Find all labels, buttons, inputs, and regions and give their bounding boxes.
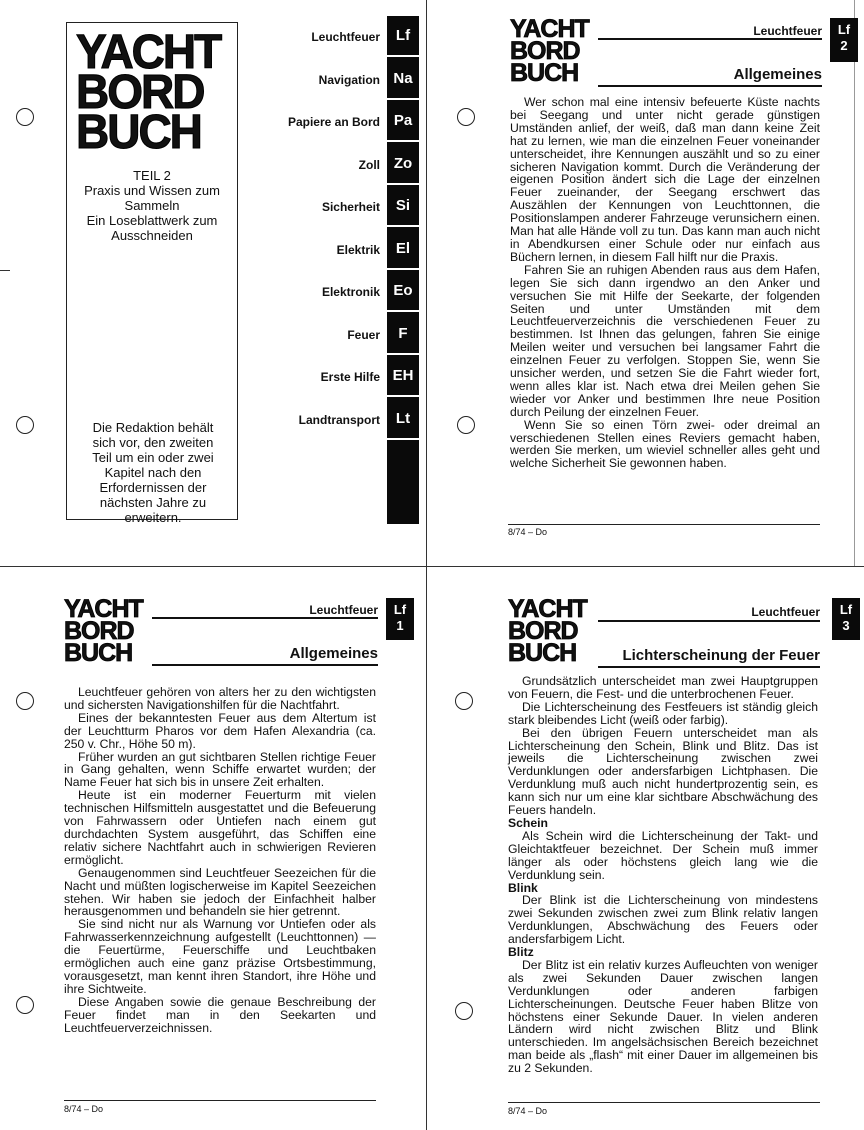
header-rule [598, 38, 822, 40]
cover-note-line: sich vor, den zweiten [92, 435, 214, 450]
index-label: Leuchtfeuer [311, 30, 380, 44]
logo-line: BUCH [64, 639, 133, 667]
paragraph: Bei den übrigen Feuern unterscheidet man als Lichterscheinung den Schein, Blink und Blitz. Das ist jeweils die Lichterscheinung zwischen zwei Verdunklungen oder andersfarbigen Lichtphasen. Die Verdunklung muß auch nicht hundertprozentig sein, es kann sich nur um eine klar sichtbare Abschwächung des Feuers handeln. [508, 725, 818, 818]
index-separator [387, 55, 419, 57]
logo-line: YACHT [510, 15, 589, 43]
cover-note-line: nächsten Jahre zu [99, 495, 207, 510]
cover-part: TEIL 2 [133, 168, 171, 183]
index-code: El [395, 240, 411, 257]
page-footer: 8/74 – Do [64, 1104, 104, 1114]
logo-line: BUCH [76, 103, 201, 159]
punch-hole [16, 692, 34, 710]
index-label: Erste Hilfe [320, 370, 380, 384]
cover-note-line: Kapitel nach den [104, 465, 202, 480]
logo-line: BORD [76, 63, 204, 119]
index-separator [387, 353, 419, 355]
index-code: Na [393, 70, 413, 87]
paragraph: Grundsätzlich unterscheidet man zwei Hauptgruppen von Feuern, die Fest- und die unterbrochenen Feuer. [508, 674, 818, 701]
punch-hole [457, 416, 475, 434]
paragraph: Wer schon mal eine intensiv befeuerte Küste nachts bei Seegang und unter nicht gerade günstigen Umständen anlief, der weiß, daß man dann keine Zeit hat zu lernen, wie man die einzelnen Feuer voneinander unterscheidet, ihre Kennungen auszählt und so zu einer sicheren Navigation kommt. Durch die Veränderung der eigenen Position ändert sich die Lage der einzelnen Feuer zueinander, der Seegang erschwert das Auszählen der Kennungen von Leuchttonnen, die Positionslampen anderer Fahrzeuge verunsichern einen. Man hat alle Hände voll zu tun. Das kann man auch nicht in Abendkursen einer Schule oder nur einfach aus Büchern lernen, in diesem Fall hilft nur die Praxis. [510, 95, 820, 264]
header-rule [598, 85, 822, 87]
cut-mark [854, 0, 855, 566]
badge-code: Lf [393, 602, 407, 617]
logo-line: YACHT [76, 23, 221, 79]
badge-code: Lf [837, 22, 851, 37]
punch-hole [16, 108, 34, 126]
footer-rule [508, 1102, 820, 1103]
index-label: Navigation [318, 73, 380, 87]
chapter-badge [830, 18, 858, 62]
index-tab-bar [387, 16, 419, 524]
index-separator [387, 98, 419, 100]
header-rule [152, 664, 378, 666]
index-label: Landtransport [298, 413, 380, 427]
cut-mark [0, 270, 10, 271]
index-separator [387, 310, 419, 312]
index-code: Lt [395, 410, 411, 427]
chapter-badge [832, 598, 860, 640]
punch-hole [16, 996, 34, 1014]
paragraph: Heute ist ein moderner Feuerturm mit vielen technischen Hilfsmitteln ausgestattet und die Befeuerung von Fahrwassern oder Untiefen nach einem gut durchdachten System ausgeführt, das Schiffen eine relativ sichere Nachtfahrt auch in schwierigen Revieren ermöglicht. [64, 788, 376, 867]
index-code: Pa [393, 112, 413, 129]
vertical-fold-line [426, 0, 427, 1130]
paragraph: Als Schein wird die Lichterscheinung der Takt- und Gleichtaktfeuer bezeichnet. Der Schein muß immer länger als oder höchstens gleich lang wie die Verdunklung sein. [508, 828, 818, 882]
section-label: Leuchtfeuer [309, 603, 378, 617]
section-label: Leuchtfeuer [751, 605, 820, 619]
index-separator [387, 183, 419, 185]
chapter-badge [386, 598, 414, 640]
badge-number: 3 [842, 618, 850, 633]
cover-subtitle [72, 183, 232, 243]
page-title: Allgemeines [289, 645, 378, 662]
index-code: Zo [393, 155, 413, 172]
header-rule [598, 666, 820, 668]
header-rule [598, 620, 820, 622]
index-separator [387, 268, 419, 270]
page-title: Lichterscheinung der Feuer [622, 647, 820, 664]
subheading: Blink [508, 880, 538, 895]
punch-hole [457, 108, 475, 126]
logo-line: YACHT [508, 595, 587, 623]
subheading: Blitz [508, 945, 534, 960]
logo-line: BUCH [510, 59, 579, 87]
section-label: Leuchtfeuer [753, 24, 822, 38]
footer-rule [64, 1100, 376, 1101]
logo-line: BUCH [508, 639, 577, 667]
page-footer: 8/74 – Do [508, 527, 548, 537]
paragraph: Die Lichterscheinung des Festfeuers ist ständig gleich stark bleibendes Licht (weiß oder farbig). [508, 699, 818, 727]
cover-note-line: Erfordernissen der [99, 480, 207, 495]
paragraph: Sie sind nicht nur als Warnung vor Untiefen oder als Fahrwasserkennzeichnung aufgestellt (Leuchttonnen) — die Feuertürme, Feuerschiffe und Leuchtbaken ermöglichen auch eine ganz präzise Ortsbestimmung, vorausgesetzt, man kennt ihren Standort, ihre Höhe und ihre Sichtweite. [64, 917, 376, 996]
logo-line: BORD [510, 37, 580, 65]
cover-subtitle-line: Praxis und Wissen zum [84, 183, 220, 198]
index-label: Papiere an Bord [287, 115, 380, 129]
paragraph: Genaugenommen sind Leuchtfeuer Seezeichen für die Nacht und müßten logischerweise im Kapitel Seezeichen stehen. Wir haben sie jedoch der Einfachheit halber herausgenommen und behandeln sie hier getrennt. [64, 865, 376, 919]
brand-logo-small [508, 595, 598, 667]
brand-logo-small [64, 595, 154, 667]
index-separator [387, 438, 419, 440]
index-label: Sicherheit [321, 200, 380, 214]
punch-hole [455, 692, 473, 710]
index-code: Lf [395, 27, 411, 44]
index-separator [387, 140, 419, 142]
subheading: Schein [508, 815, 548, 830]
index-label: Feuer [347, 328, 380, 342]
logo-line: YACHT [64, 595, 143, 623]
paragraph: Diese Angaben sowie die genaue Beschreibung der Feuer findet man in den Seekarten und Leuchtfeuerverzeichnissen. [64, 994, 376, 1035]
article-body [510, 96, 820, 470]
article-body [64, 686, 376, 1034]
index-label: Elektronik [321, 285, 380, 299]
index-separator [387, 395, 419, 397]
cover-note-line: erweitern. [124, 510, 182, 525]
cover-note [78, 420, 228, 525]
index-label: Elektrik [336, 243, 380, 257]
badge-number: 1 [396, 618, 404, 633]
paragraph: Eines der bekanntesten Feuer aus dem Altertum ist der Leuchtturm Pharos vor dem Hafen Alexandria (ca. 250 v. Chr., Höhe 50 m). [64, 710, 376, 751]
index-label: Zoll [358, 158, 380, 172]
brand-logo [76, 23, 226, 159]
paragraph: Leuchtfeuer gehören von alters her zu den wichtigsten und sichersten Navigationshilfen für die Nachtfahrt. [64, 685, 376, 712]
header-rule [152, 617, 378, 619]
punch-hole [455, 1002, 473, 1020]
paragraph: Der Blitz ist ein relativ kurzes Aufleuchten von weniger als zwei Sekunden Dauer zwischen langen Verdunklungen oder anderen farbigen Lichterscheinungen. Deutsche Feuer haben Blitze von höchstens einer Sekunde Dauer. In vielen anderen Ländern wird nicht zwischen Blitz und Blink unterschieden. Im angelsächsischen Bereich bezeichnet man beide als „flash“ mit einer Dauer im allgemeinen bis zu 2 Sekunden. [508, 957, 818, 1076]
cover-note-line: Die Redaktion behält [92, 420, 214, 435]
cover-subtitle-line: Ausschneiden [111, 228, 193, 243]
page-title: Allgemeines [733, 66, 822, 83]
badge-code: Lf [839, 602, 853, 617]
cover-subtitle-line: Sammeln [124, 198, 180, 213]
paragraph: Der Blink ist die Lichterscheinung von mindestens zwei Sekunden zwischen zwei zum Blink relativ langen Verdunklungen, Abschwächung des Feuers oder andersfarbigem Licht. [508, 893, 818, 947]
index-code: Si [395, 197, 411, 214]
page-footer: 8/74 – Do [508, 1106, 548, 1116]
paragraph: Wenn Sie so einen Törn zwei- oder dreimal an verschiedenen Stellen eines Reviers gemacht haben, werden Sie merken, um wieviel schneller alles geht und welche Sicherheit Sie gewonnen haben. [510, 417, 820, 471]
index-code: Eo [393, 282, 413, 299]
brand-logo-small [510, 15, 600, 87]
index-separator [387, 225, 419, 227]
cover-subtitle-line: Ein Loseblattwerk zum [86, 213, 218, 228]
footer-rule [508, 524, 820, 525]
badge-number: 2 [840, 38, 848, 53]
index-code: F [398, 325, 408, 342]
paragraph: Früher wurden an gut sichtbaren Stellen richtige Feuer in Gang gehalten, wenn Schiffe erwartet wurden; der Name Feuer hat sich bis in unsere Zeit erhalten. [64, 749, 376, 790]
paragraph: Fahren Sie an ruhigen Abenden raus aus dem Hafen, legen Sie sich dann irgendwo an den Anker und versuchen Sie mit Hilfe der Seekarte, der folgenden Seiten und unter Umständen mit dem Leuchtfeuerverzeichnis die verschiedenen Feuer zu bestimmen. Ist Ihnen das gelungen, fahren Sie einige Meilen weiter und versuchen bei langsamer Fahrt die einzelnen Feuer zu verfolgen. Stoppen Sie, wenn Sie unsicher werden, und setzen Sie die Fahrt wieder fort, wenn alles klar ist. Nach etwa drei Meilen gehen Sie wieder vor Anker und bestimmen Ihre neue Position durch Peilung der einzelnen Feuer. [510, 262, 820, 419]
index-code: EH [392, 367, 414, 384]
cover-note-line: Teil um ein oder zwei [92, 450, 214, 465]
horizontal-fold-line [0, 566, 864, 567]
article-body [508, 675, 818, 1075]
logo-line: BORD [508, 617, 578, 645]
logo-line: BORD [64, 617, 134, 645]
punch-hole [16, 416, 34, 434]
